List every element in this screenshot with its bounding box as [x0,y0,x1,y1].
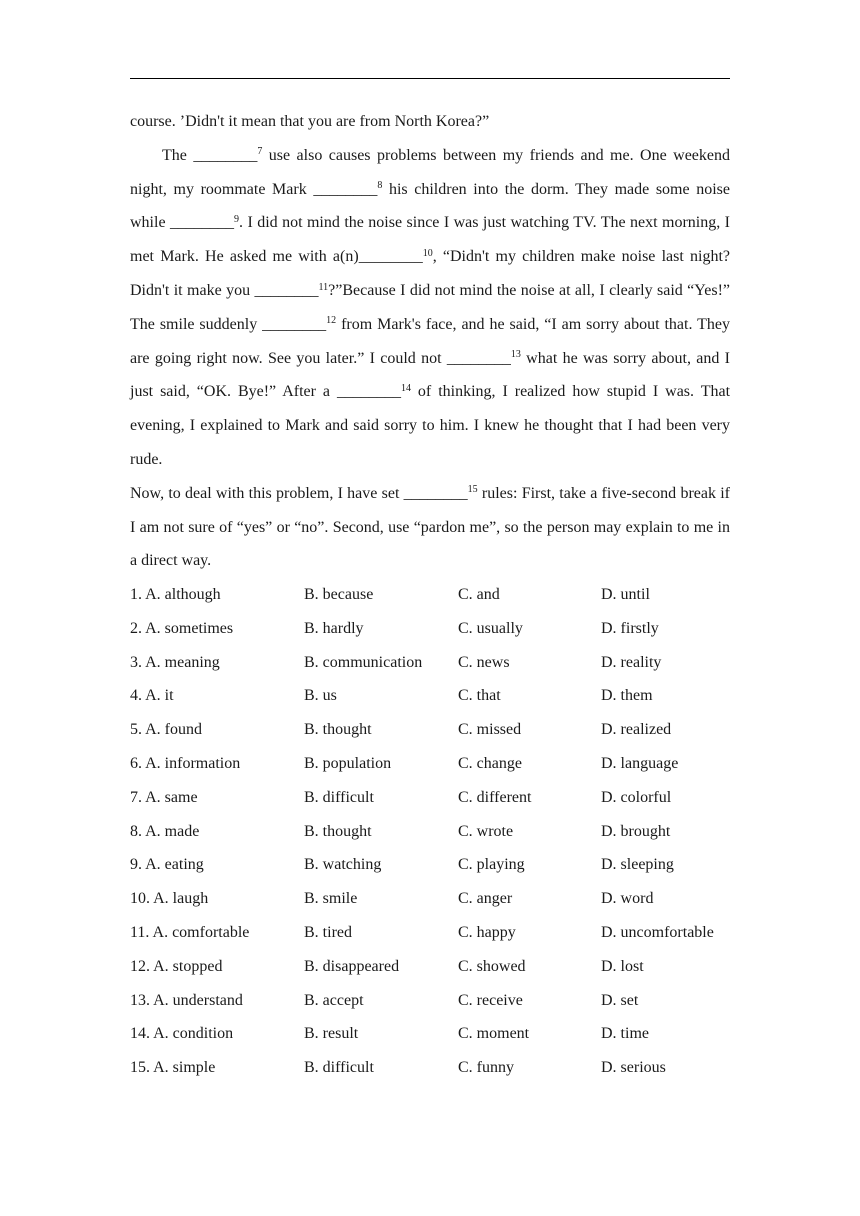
option-c: C. missed [458,721,522,739]
option-b: B. communication [304,653,423,671]
question-options-row [130,882,730,916]
answer-blank: ________ [358,248,423,266]
option-d: D. sleeping [601,856,674,874]
passage-intro-line: course. ’Didn't it mean that you are from North Korea?” [130,113,490,130]
option-d: D. firstly [601,619,659,637]
option-c: C. receive [458,991,523,1009]
option-d: D. until [601,586,650,603]
option-a: 6. A. information [130,754,241,772]
question-options-row [130,848,730,882]
passage-text: of thinking, I realized how stupid I was. That evening, I explained to Mark and said sorry to him. I knew he thought that I had been very rude. [130,383,731,468]
passage-text: what he was sorry about, and I just said, “OK. Bye!” After a [130,349,730,401]
blank-number: 11 [318,281,329,293]
blank-number: 14 [400,383,411,395]
passage-text: his children into the dorm. They made some noise while [130,180,731,232]
answer-blank: ________ [254,281,319,299]
option-d: D. lost [601,957,644,975]
option-a: 9. A. eating [130,856,204,874]
question-options-row [130,984,730,1018]
question-options-row [130,815,730,849]
blank-number: 13 [510,349,521,361]
option-b: B. watching [304,856,382,874]
blank-number: 7 [257,146,263,158]
passage-text: rules: First, take a five-second break if I am not sure of “yes” or “no”. Second, use “pardon me”, so the person may explain to me in a direct way. [130,484,730,570]
option-b: B. result [304,1025,359,1043]
question-options-row [130,781,730,815]
answer-options [130,578,730,1085]
option-a: 12. A. stopped [130,957,223,975]
option-a: 15. A. simple [130,1059,216,1077]
option-a: 2. A. sometimes [130,619,234,637]
option-d: D. realized [601,721,672,739]
option-b: B. difficult [304,788,374,806]
option-d: D. serious [601,1059,666,1077]
option-b: B. because [304,586,374,603]
passage-text: The [162,146,194,164]
option-a: 11. A. comfortable [130,923,250,941]
option-d: D. uncomfortable [601,923,714,941]
option-c: C. showed [458,957,526,975]
option-a: 14. A. condition [130,1025,234,1043]
passage-text: , “Didn't my children make noise last night? Didn't it make you [130,248,731,299]
option-a: 10. A. laugh [130,890,209,908]
blank-number: 8 [377,180,383,192]
option-c: C. different [458,788,532,806]
option-a: 1. A. although [130,586,221,603]
option-b: B. tired [304,923,352,941]
option-c: C. that [458,687,501,705]
option-a: 7. A. same [130,788,198,806]
option-c: C. happy [458,923,516,941]
answer-blank: ________ [446,349,511,367]
option-b: B. thought [304,721,372,739]
option-a: 8. A. made [130,822,200,840]
passage-text: Now, to deal with this problem, I have set [130,484,404,502]
question-options-row [130,679,730,713]
passage-text: from Mark's face, and he said, “I am sorry about that. They are going right now. See you later.” I could not [130,315,730,367]
blank-number: 12 [326,315,337,327]
option-b: B. us [304,687,337,705]
option-b: B. thought [304,822,372,840]
passage-text: ?”Because I did not mind the noise at all, I clearly said “Yes!” The smile suddenly [130,281,730,333]
option-b: B. population [304,754,392,772]
option-c: C. news [458,653,510,671]
question-options-row [130,713,730,747]
option-b: B. accept [304,991,364,1009]
question-options-row [130,916,730,950]
option-a: 3. A. meaning [130,653,220,671]
option-a: 5. A. found [130,721,202,739]
header-rule [130,78,730,79]
option-c: C. usually [458,619,523,637]
answer-blank: ________ [403,484,468,502]
answer-blank: ________ [313,180,378,198]
option-a: 4. A. it [130,687,174,705]
option-c: C. funny [458,1059,514,1077]
option-d: D. them [601,687,653,705]
blank-number: 15 [467,484,478,496]
blank-number: 10 [422,247,433,259]
question-options-row [130,646,730,680]
option-c: C. anger [458,890,513,908]
question-options-row [130,612,730,646]
cloze-passage [130,105,730,578]
option-c: C. wrote [458,822,514,840]
question-options-row [130,1017,730,1051]
option-c: C. playing [458,856,525,874]
option-d: D. language [601,754,679,772]
option-c: C. moment [458,1025,530,1043]
question-options-row [130,950,730,984]
question-options-row [130,1051,730,1085]
option-c: C. and [458,586,500,603]
option-d: D. colorful [601,788,672,806]
answer-blank: ________ [170,214,234,232]
passage-paragraph [130,139,730,477]
passage-text: use also causes problems between my friends and me. One weekend night, my roommate Mark [130,146,731,198]
option-d: D. set [601,991,639,1009]
option-c: C. change [458,754,522,772]
option-d: D. brought [601,822,671,840]
question-options-row [130,578,730,612]
option-b: B. difficult [304,1059,374,1077]
option-a: 13. A. understand [130,991,243,1009]
option-b: B. disappeared [304,957,400,975]
option-b: B. hardly [304,619,364,637]
option-b: B. smile [304,890,358,908]
answer-blank: ________ [336,383,401,401]
passage-paragraph [130,477,730,578]
blank-number: 9 [234,214,239,226]
option-d: D. time [601,1025,649,1043]
answer-blank: ________ [262,315,327,333]
passage-text: . I did not mind the noise since I was just watching TV. The next morning, I met Mark. He asked me with a(n) [130,214,731,266]
answer-blank: ________ [193,146,258,164]
option-d: D. word [601,890,654,908]
option-d: D. reality [601,653,662,671]
question-options-row [130,747,730,781]
